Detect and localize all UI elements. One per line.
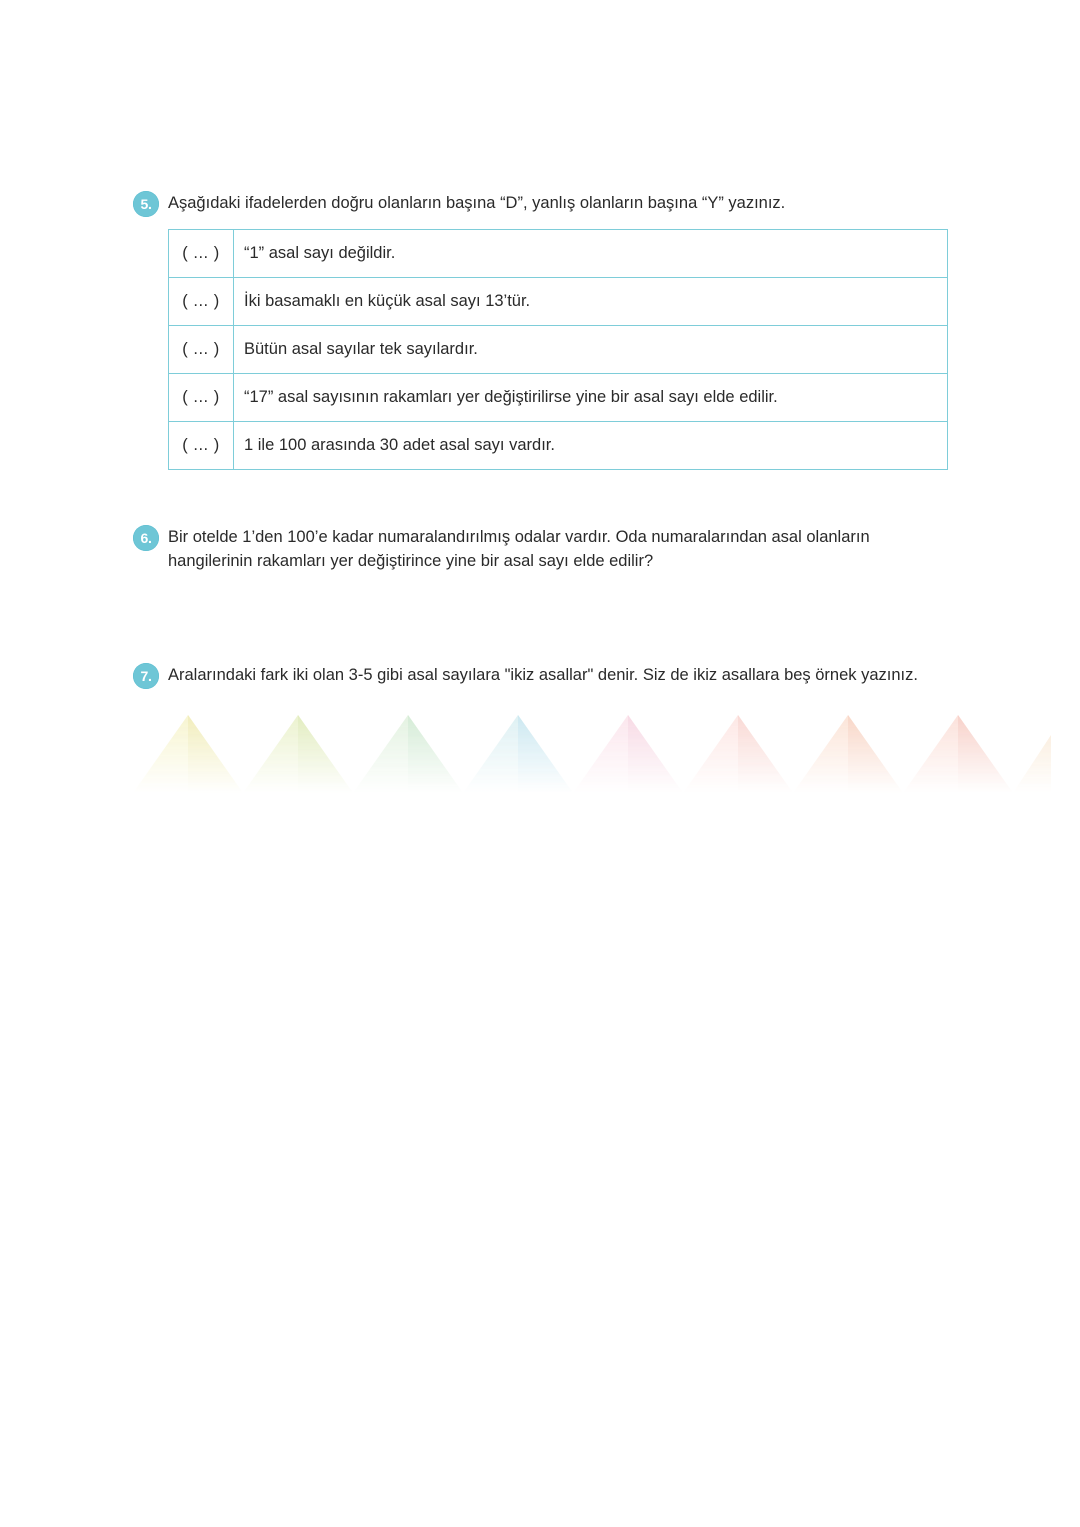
question-7-prompt: Aralarındaki fark iki olan 3-5 gibi asal sayılara "ikiz asallar" denir. Siz de ikiz asallara beş örnek yazınız.	[168, 665, 918, 684]
statement-cell: Bütün asal sayılar tek sayılardır.	[234, 326, 948, 374]
question-5-number: 5.	[133, 191, 159, 217]
question-6-number: 6.	[133, 525, 159, 551]
table-row	[169, 278, 948, 326]
statement-cell: İki basamaklı en küçük asal sayı 13’tür.	[234, 278, 948, 326]
spacer	[133, 574, 951, 662]
question-6-prompt: Bir otelde 1’den 100’e kadar numaralandırılmış odalar vardır. Oda numaralarından asal olanların hangilerinin rakamları yer değiştirince yine bir asal sayı elde edilir?	[168, 528, 870, 570]
table-row	[169, 230, 948, 278]
answer-cell[interactable]: ( ... )	[169, 230, 234, 278]
worksheet-content	[133, 190, 951, 689]
triangle-band-decoration	[133, 705, 1051, 793]
question-5-prompt: Aşağıdaki ifadelerden doğru olanların başına “D”, yanlış olanların başına “Y” yazınız.	[168, 194, 786, 212]
table-row	[169, 374, 948, 422]
table-row	[169, 326, 948, 374]
table-row	[169, 422, 948, 470]
spacer	[133, 470, 951, 524]
answer-cell[interactable]: ( ... )	[169, 422, 234, 470]
question-5	[133, 190, 951, 217]
statement-cell: “17” asal sayısının rakamları yer değiştirilirse yine bir asal sayı elde edilir.	[234, 374, 948, 422]
triangle-band-icon	[133, 705, 1051, 793]
answer-cell[interactable]: ( ... )	[169, 374, 234, 422]
question-6	[133, 524, 951, 574]
answer-cell[interactable]: ( ... )	[169, 278, 234, 326]
statement-cell: 1 ile 100 arasında 30 adet asal sayı vardır.	[234, 422, 948, 470]
true-false-table	[168, 229, 948, 470]
question-7-number: 7.	[133, 663, 159, 689]
answer-cell[interactable]: ( ... )	[169, 326, 234, 374]
question-7	[133, 662, 951, 689]
statement-cell: “1” asal sayı değildir.	[234, 230, 948, 278]
